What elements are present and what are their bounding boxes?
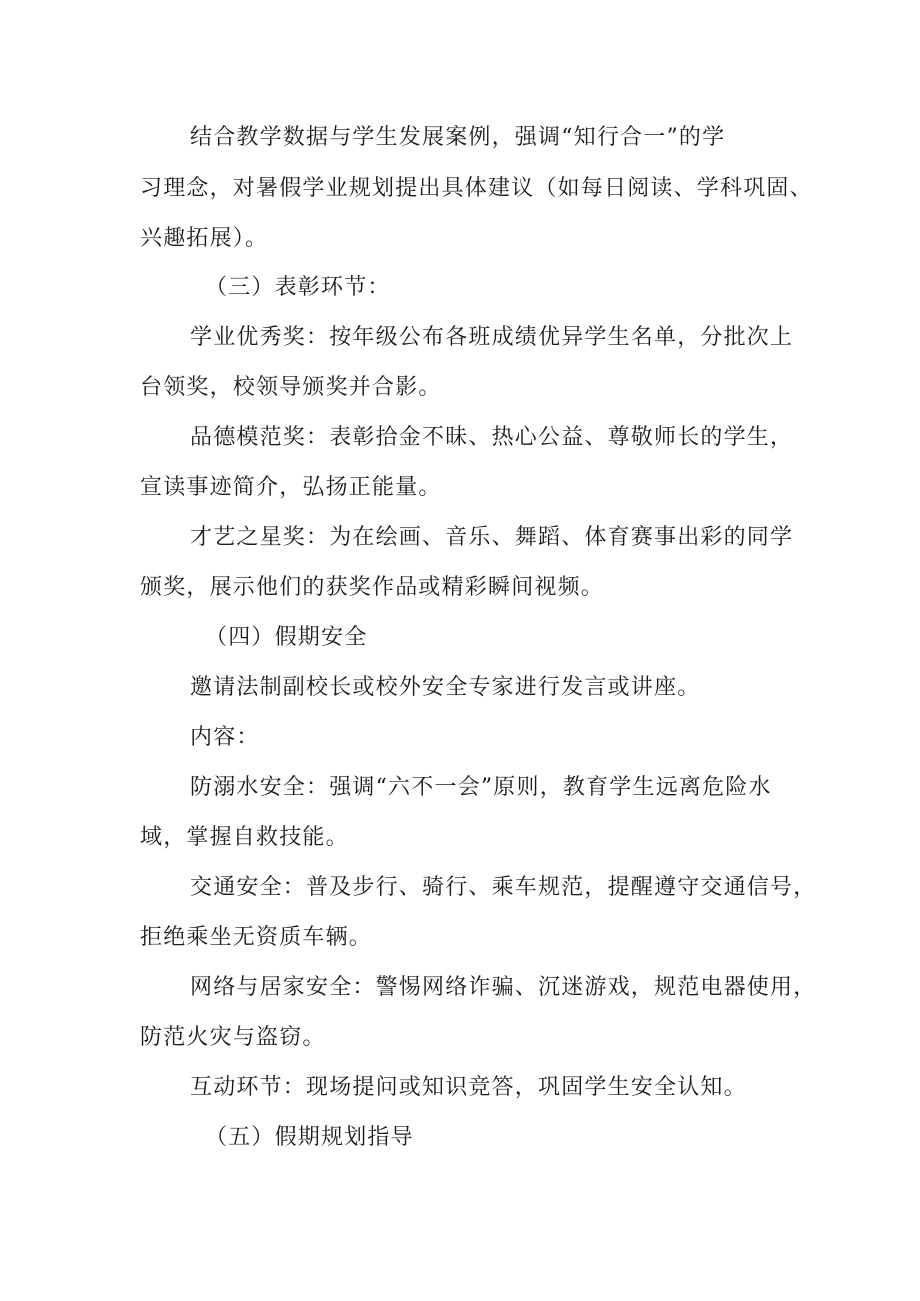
body-text-line: 域，掌握自救技能。 <box>140 825 349 850</box>
body-text-line: 台领奖，校领导颁奖并合影。 <box>140 375 442 400</box>
body-text-line: 品德模范奖：表彰拾金不昧、热心公益、尊敬师长的学生， <box>190 425 794 450</box>
section-heading: （三）表彰环节： <box>205 275 391 300</box>
body-text-line: 防溺水安全：强调“六不一会”原则，教育学生远离危险水 <box>190 775 772 800</box>
body-text-line: 才艺之星奖：为在绘画、音乐、舞蹈、体育赛事出彩的同学 <box>190 525 794 550</box>
body-text-line: 习理念，对暑假学业规划提出具体建议（如每日阅读、学科巩固、 <box>140 176 813 201</box>
body-text-line: 宣读事迹简介，弘扬正能量。 <box>140 475 442 500</box>
body-text-line: 防范火灾与盗窃。 <box>140 1025 326 1050</box>
body-text-line: 颁奖，展示他们的获奖作品或精彩瞬间视频。 <box>140 575 605 600</box>
body-text-line: 网络与居家安全：警惕网络诈骗、沉迷游戏，规范电器使用， <box>190 975 817 1000</box>
body-text-line: 邀请法制副校长或校外安全专家进行发言或讲座。 <box>190 675 701 700</box>
body-text-line: 交通安全：普及步行、骑行、乘车规范，提醒遵守交通信号， <box>190 875 817 900</box>
body-text-line: 结合教学数据与学生发展案例，强调“知行合一”的学 <box>190 125 726 150</box>
body-text-line: 内容： <box>190 725 260 750</box>
body-text-line: 兴趣拓展）。 <box>140 226 269 251</box>
section-heading: （五）假期规划指导 <box>205 1125 414 1150</box>
body-text-line: 拒绝乘坐无资质车辆。 <box>140 925 373 950</box>
body-text-line: 互动环节：现场提问或知识竞答，巩固学生安全认知。 <box>190 1075 747 1100</box>
body-text-line: 学业优秀奖：按年级公布各班成绩优异学生名单，分批次上 <box>190 325 794 350</box>
section-heading: （四）假期安全 <box>205 625 368 650</box>
